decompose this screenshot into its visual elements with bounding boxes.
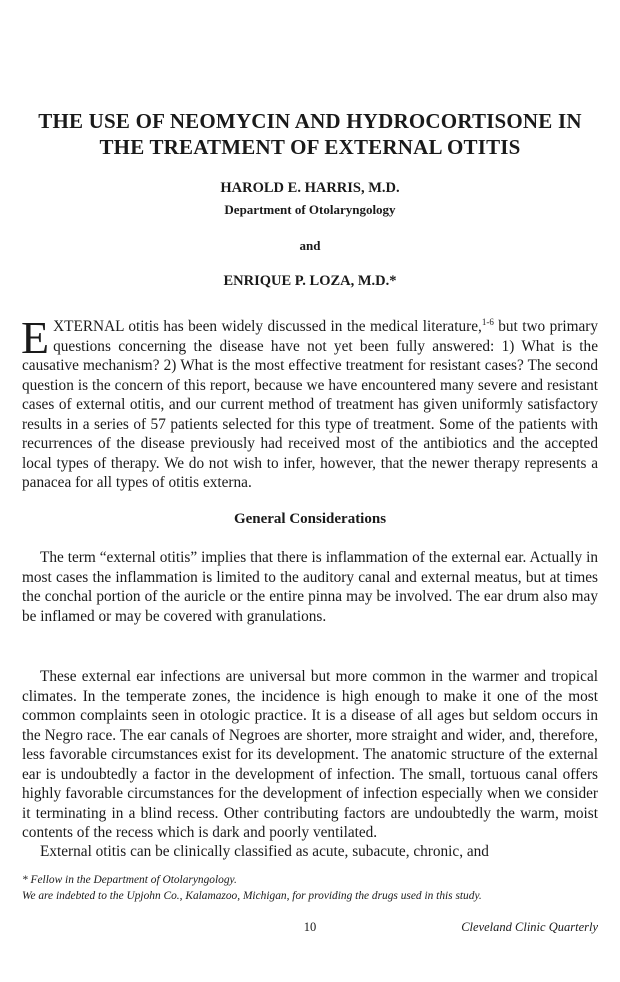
intro-text-start: XTERNAL otitis has been widely discussed in the medical literature, [53, 318, 482, 335]
reference-superscript: 1-6 [481, 316, 494, 327]
section-heading: General Considerations [233, 511, 387, 527]
footnote-acknowledgment: We are indebted to the Upjohn Co., Kalamazoo, Michigan, for providing the drugs used in this study. [22, 890, 482, 902]
body-paragraph-2: These external ear infections are universal but more common in the warmer and tropical climates. In the temperate zones, the incidence is high enough to make it one of the most common complaints seen in otologic practice. It is a disease of all ages but seldom occurs in the Negro race. The ear canals of Negroes are shorter, more straight and wider, and, therefore, less favorable circumstances exist for its development. The anatomic structure of the external ear is undoubtedly a factor in the development of infection. The small, tortuous canal offers highly favorable circumstances for the development of infection especially when we consider it terminating in a blind recess. Other contributing factors are undoubtedly the warm, moist contents of the recess which is dark and poorly ventilated. [22, 668, 598, 841]
body-paragraph-3: External otitis can be clinically classified as acute, subacute, chronic, and [40, 843, 489, 860]
page-number: 10 [303, 920, 317, 934]
footnote-fellow: * Fellow in the Department of Otolaryngology. [22, 874, 237, 886]
body-paragraph-1: The term “external otitis” implies that there is inflammation of the external ear. Actually in most cases the inflammation is limited to the auditory canal and external meatus, but at times the conchal portion of the auricle or the entire pinna may be involved. The ear drum also may be inflamed or may be covered with granulations. [22, 549, 598, 625]
author-department: Department of Otolaryngology [224, 202, 396, 217]
title-line-2: THE TREATMENT OF EXTERNAL OTITIS [99, 135, 521, 159]
author-conjunction: and [299, 238, 321, 253]
article-title [30, 108, 590, 160]
journal-name: Cleveland Clinic Quarterly [461, 920, 598, 934]
title-line-1: THE USE OF NEOMYCIN AND HYDROCORTISONE IN [38, 109, 582, 133]
intro-text-rest: but two primary questions concerning the disease have not yet been fully answered: 1) What is the causative mechanism? 2) What is the most effective treatment for resistant cases? The second question is the concern of this report, because we have encountered many severe and resistant cases of external otitis, and our current method of treatment has given uniformly satisfactory results in a series of 57 patients selected for this type of treatment. Some of the patients with recurrences of the disease previously had received most of the antibiotics and the accepted local types of therapy. We do not wish to infer, however, that the newer therapy represents a panacea for all types of otitis externa. [22, 318, 599, 491]
intro-paragraph [21, 312, 599, 493]
author-harris: HAROLD E. HARRIS, M.D. [220, 180, 400, 196]
author-loza: ENRIQUE P. LOZA, M.D.* [223, 273, 397, 289]
drop-cap: E [21, 312, 50, 363]
footnotes [22, 872, 598, 904]
